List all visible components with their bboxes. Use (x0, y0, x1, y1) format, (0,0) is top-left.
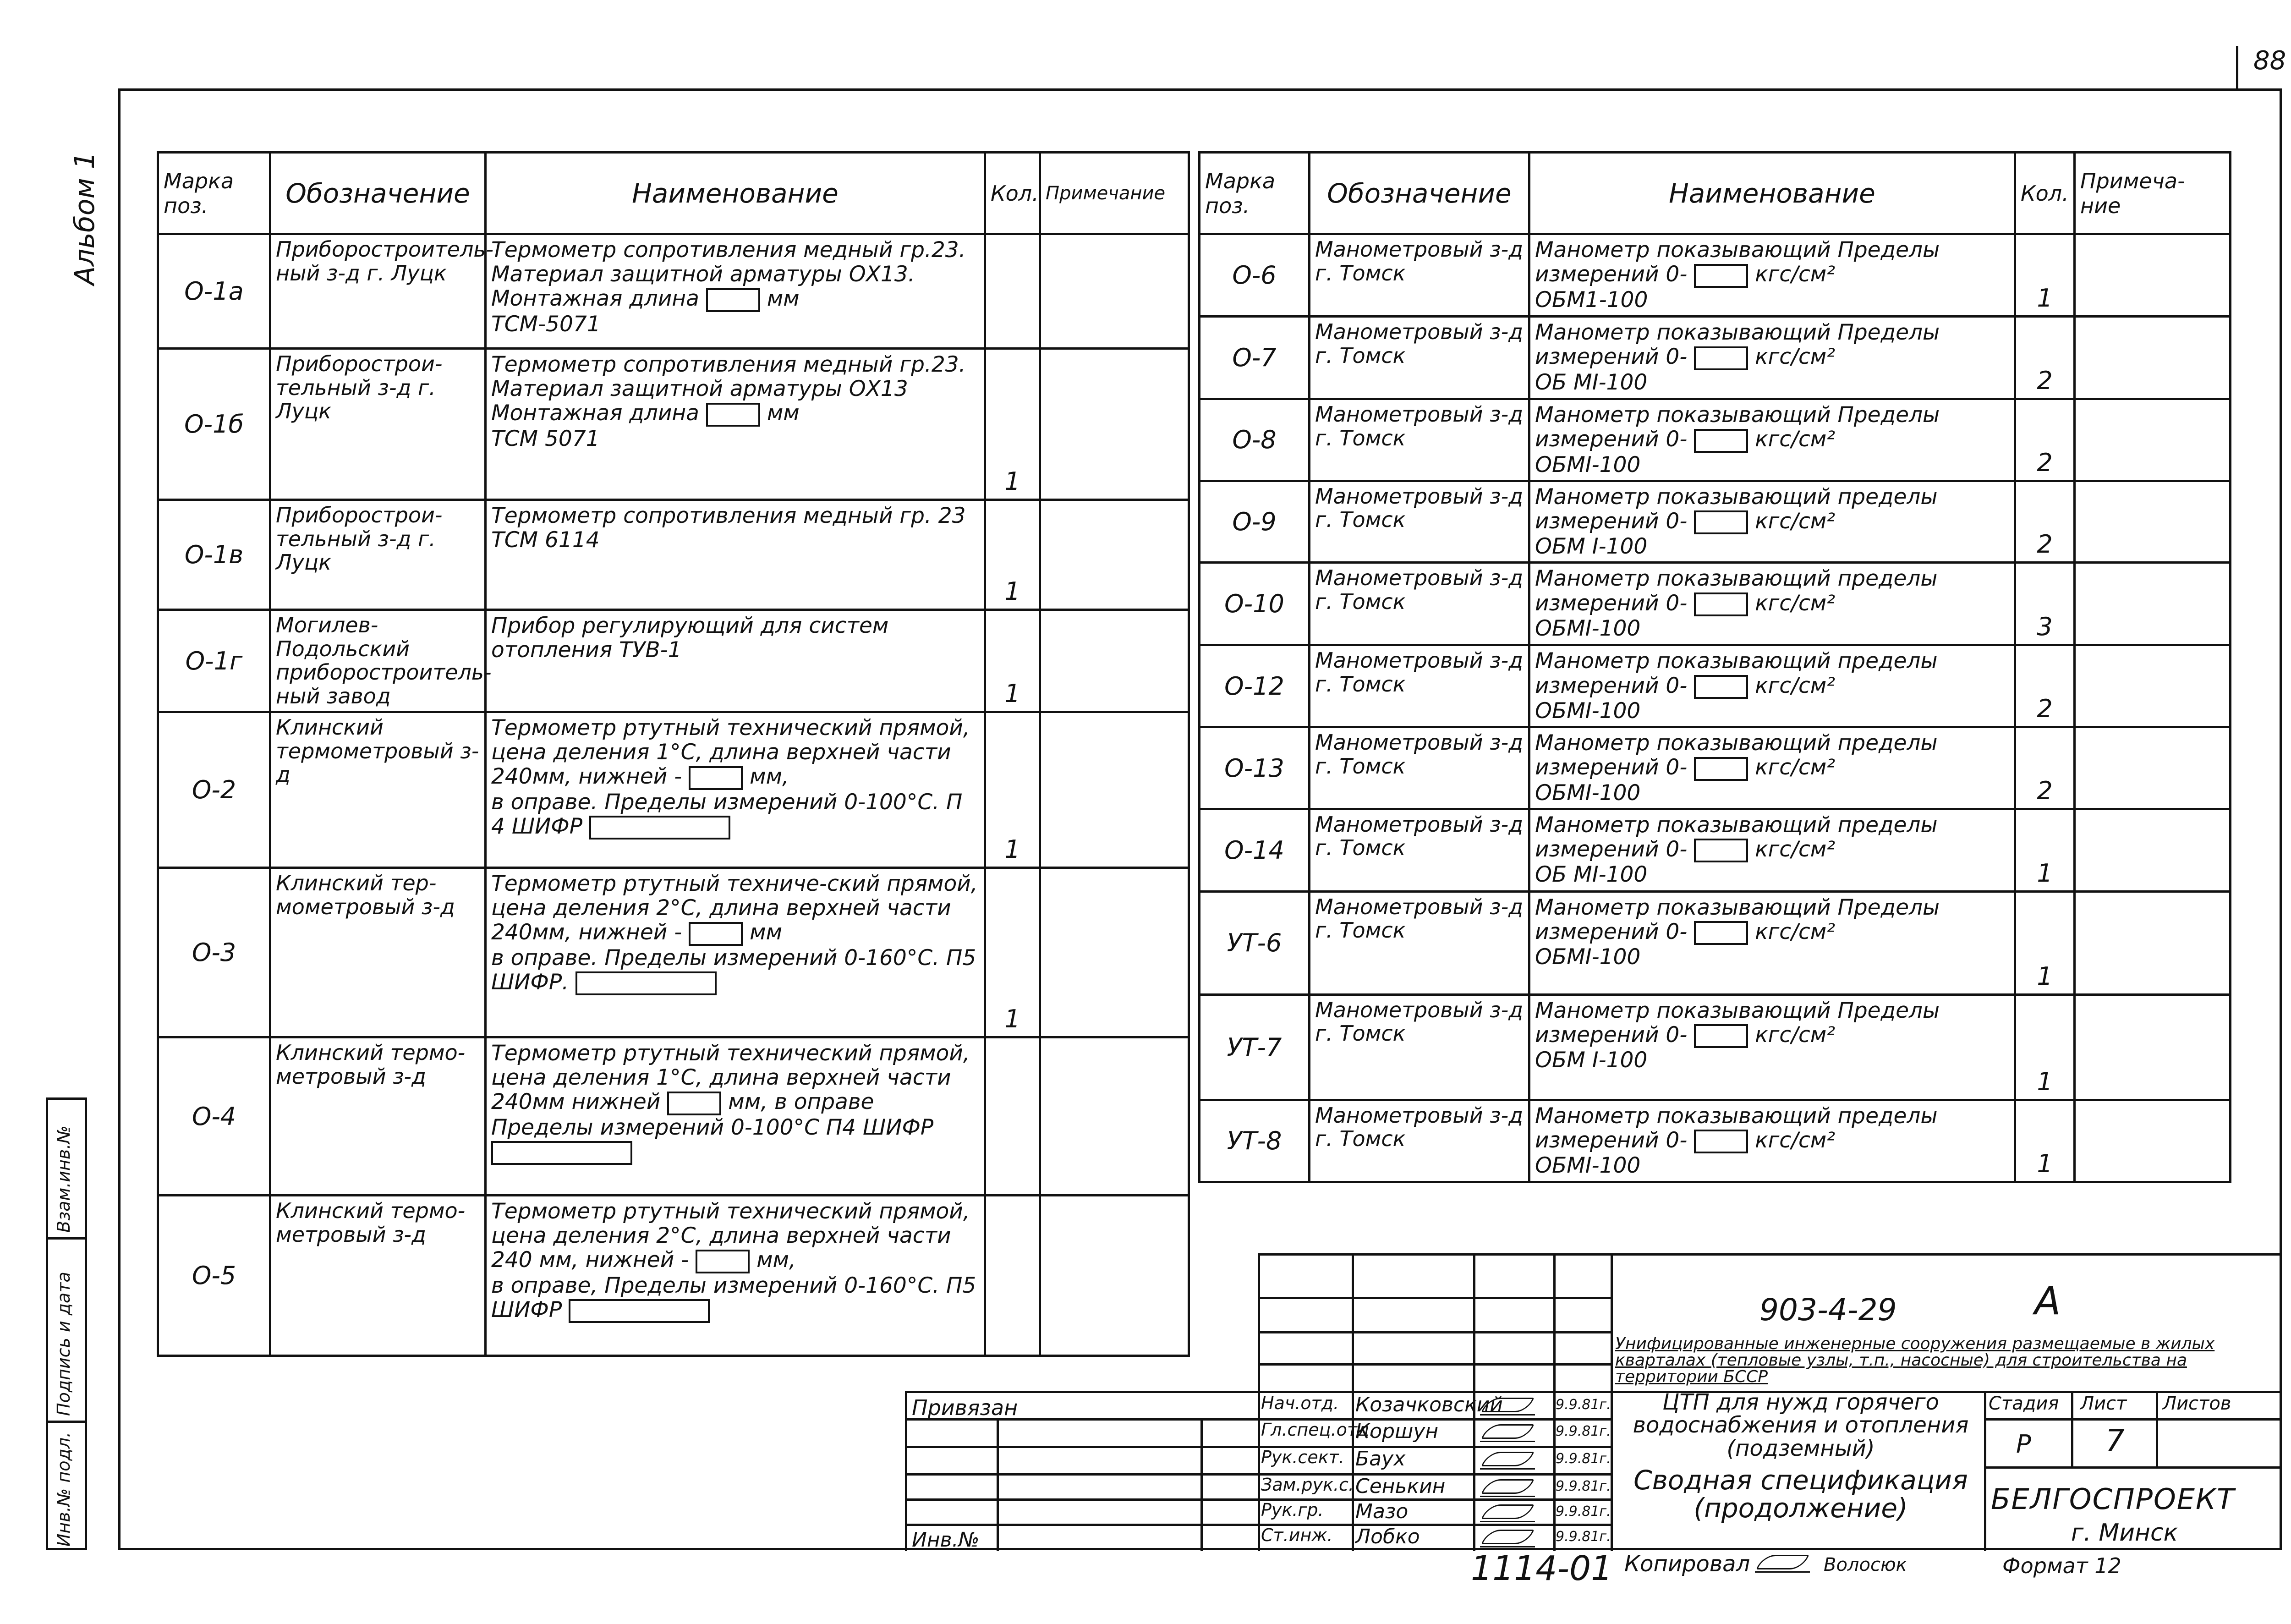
designation-cell: Приборостроитель-ный з-д г. Луцк (270, 234, 486, 349)
designation-cell: Клинский термометровый з-д (270, 712, 486, 868)
qty-cell: 1 (2015, 1100, 2075, 1182)
unit-text: кгс/см² (1755, 344, 1836, 370)
sheet-value: 7 (2105, 1423, 2125, 1458)
name-text: Манометр показывающий Пределы измерений 0- (1535, 998, 1940, 1048)
staff-name: Лобко (1355, 1525, 1420, 1548)
name-text: Термометр ртутный техниче-ский прямой, цена деления 2°С, длина верхней части 240мм, нижней - (491, 871, 978, 945)
name-cell (1529, 891, 2015, 994)
designation-cell: Манометровый з-д г. Томск (1310, 399, 1529, 481)
staff-date: 9.9.81г. (1556, 1451, 1611, 1467)
unit-text: кгс/см² (1755, 673, 1836, 698)
blank-field (575, 971, 717, 995)
name-cell (486, 1196, 985, 1356)
note-cell (1040, 868, 1189, 1037)
stage-label: Стадия (1989, 1393, 2059, 1414)
designation-cell: Могилев-Подольский приборостроитель-ный завод (270, 610, 486, 712)
blank-field (706, 288, 760, 312)
model-text: ОБМI-100 (1535, 944, 1641, 970)
poz-cell: О-1г (158, 610, 270, 712)
name-cell (1529, 481, 2015, 563)
note-cell (2075, 645, 2231, 727)
name-cell (1529, 809, 2015, 891)
name-text: Манометр показывающий пределы измерений 0- (1535, 484, 1938, 534)
qty-cell: 1 (985, 610, 1040, 712)
table-row (1200, 891, 2231, 994)
name-text: Термометр сопротивления медный гр. 23 (491, 503, 966, 528)
note-cell (2075, 234, 2231, 317)
blank-field (1694, 593, 1748, 616)
unit-text: кгс/см² (1755, 262, 1836, 287)
designation-cell: Манометровый з-д г. Томск (1310, 645, 1529, 727)
col-header-name: Наименование (1529, 153, 2015, 234)
note-cell (2075, 1100, 2231, 1182)
poz-cell: О-13 (1200, 727, 1310, 809)
note-cell (1040, 500, 1189, 610)
staff-date: 9.9.81г. (1556, 1503, 1611, 1520)
name-cell (1529, 234, 2015, 317)
designation-cell: Манометровый з-д г. Томск (1310, 891, 1529, 994)
qty-cell: 2 (2015, 727, 2075, 809)
qty-cell: 2 (2015, 399, 2075, 481)
staff-signature (1480, 1501, 1535, 1522)
table-row (158, 868, 1189, 1037)
name-text: Манометр показывающий пределы измерений 0- (1535, 648, 1938, 698)
blank-field (1694, 510, 1748, 534)
staff-signature (1480, 1394, 1535, 1416)
designation-cell: Манометровый з-д г. Томск (1310, 809, 1529, 891)
margin-field-3 (48, 1421, 85, 1549)
staff-role: Рук.сект. (1261, 1447, 1344, 1467)
poz-cell: О-7 (1200, 317, 1310, 399)
note-cell (2075, 563, 2231, 645)
poz-cell: О-9 (1200, 481, 1310, 563)
name-text: Термометр ртутный технический прямой, цена деления 1°С, длина верхней части 240мм, нижней - (491, 715, 970, 790)
designation-cell: Клинский термо-метровый з-д (270, 1037, 486, 1196)
object-title: ЦТП для нужд горячего водоснабжения и отопления (подземный) (1633, 1389, 1969, 1461)
sheet-title: Сводная спецификация (продолжение) (1633, 1465, 1968, 1524)
note-cell (2075, 727, 2231, 809)
designation-cell: Манометровый з-д г. Томск (1310, 317, 1529, 399)
designation-cell: Манометровый з-д г. Томск (1310, 234, 1529, 317)
staff-name: Мазо (1355, 1500, 1409, 1523)
model-text: ОБМI-100 (1535, 452, 1641, 477)
staff-date: 9.9.81г. (1556, 1397, 1611, 1413)
name-cell (1529, 399, 2015, 481)
poz-cell: О-14 (1200, 809, 1310, 891)
designation-cell: Клинский термо-метровый з-д (270, 1196, 486, 1356)
qty-cell: 2 (2015, 317, 2075, 399)
unit-text: кгс/см² (1755, 836, 1836, 862)
left-table-body (158, 234, 1189, 1356)
model-text: ОБ МI-100 (1535, 369, 1648, 395)
unit-text: мм (767, 401, 800, 426)
poz-cell: О-2 (158, 712, 270, 868)
designation-cell: Манометровый з-д г. Томск (1310, 994, 1529, 1100)
name-cell (486, 349, 985, 500)
qty-cell: 1 (2015, 994, 2075, 1100)
page-number-divider (2236, 46, 2238, 88)
table-row (158, 349, 1189, 500)
staff-role: Ст.инж. (1261, 1525, 1333, 1545)
blank-field (1694, 1024, 1748, 1048)
margin-field-1 (48, 1100, 85, 1237)
poz-cell: УТ-6 (1200, 891, 1310, 994)
blank-field (1694, 264, 1748, 288)
unit-text: кгс/см² (1755, 590, 1836, 616)
staff-date: 9.9.81г. (1556, 1478, 1611, 1494)
table-row (1200, 1100, 2231, 1182)
organization-city: г. Минск (2071, 1519, 2178, 1547)
format-label: Формат 12 (2002, 1553, 2121, 1578)
blank-field (1694, 675, 1748, 699)
name-cell (486, 234, 985, 349)
staff-name: Коршун (1355, 1420, 1439, 1443)
model-text: в оправе. Пределы измерений 0-100°С. П 4 ШИФР (491, 789, 963, 839)
margin-field-label: Подпись и дата (54, 1272, 74, 1416)
model-text: в оправе, Пределы измерений 0-160°С. П5 ШИФР (491, 1273, 976, 1322)
qty-cell: 2 (2015, 481, 2075, 563)
name-text: Термометр ртутный технический прямой, цена деления 1°С, длина верхней части 240мм нижней (491, 1041, 970, 1115)
staff-name: Сенькин (1355, 1475, 1446, 1498)
blank-field (1694, 757, 1748, 781)
qty-cell (985, 1196, 1040, 1356)
model-text: ОБМ I-100 (1535, 534, 1648, 560)
col-header-note: Примеча-ние (2075, 153, 2231, 234)
qty-cell: 1 (2015, 234, 2075, 317)
margin-field-label: Взам.инв.№ (54, 1125, 74, 1233)
staff-date: 9.9.81г. (1556, 1423, 1611, 1439)
name-cell (1529, 994, 2015, 1100)
unit-text: мм (767, 286, 800, 312)
name-cell (486, 610, 985, 712)
organization: БЕЛГОСПРОЕКТ (1991, 1482, 2235, 1516)
name-text: Термометр сопротивления медный гр.23. Материал защитной арматуры ОХ13 Монтажная длина (491, 352, 966, 426)
table-header-row (158, 153, 1189, 234)
note-cell (2075, 317, 2231, 399)
name-cell (486, 868, 985, 1037)
right-spec-table (1198, 151, 2231, 1183)
table-row (158, 1037, 1189, 1196)
table-row (158, 610, 1189, 712)
project-title: Унифицированные инженерные сооружения размещаемые в жилых кварталах (тепловые узлы, т.п., насосные) для строительства на территории БССР (1615, 1334, 2215, 1386)
poz-cell: О-6 (1200, 234, 1310, 317)
table-row (1200, 399, 2231, 481)
col-header-qty: Кол. (985, 153, 1040, 234)
qty-cell: 1 (985, 349, 1040, 500)
margin-field-label: Инв.№ подл. (54, 1432, 74, 1547)
unit-text: кгс/см² (1755, 755, 1836, 780)
staff-signature (1480, 1476, 1535, 1497)
name-cell (1529, 563, 2015, 645)
poz-cell: УТ-8 (1200, 1100, 1310, 1182)
col-header-qty: Кол. (2015, 153, 2075, 234)
qty-cell: 1 (985, 868, 1040, 1037)
staff-name: Баух (1355, 1447, 1406, 1470)
model-text: ОБМ1-100 (1535, 287, 1648, 313)
name-text: Манометр показывающий пределы измерений 0- (1535, 730, 1938, 780)
blank-field (491, 1141, 632, 1165)
name-text: Манометр показывающий Пределы измерений 0- (1535, 320, 1940, 370)
staff-name: Козачковский (1355, 1393, 1503, 1416)
model-text: в оправе. Пределы измерений 0-160°С. П5 ШИФР. (491, 945, 976, 995)
model-text: ОБМI-100 (1535, 698, 1641, 724)
model-text: ОБМ I-100 (1535, 1048, 1648, 1073)
note-cell (1040, 712, 1189, 868)
qty-cell: 1 (2015, 809, 2075, 891)
stage-value: Р (2016, 1430, 2031, 1459)
table-row (158, 234, 1189, 349)
blank-field (1694, 921, 1748, 945)
staff-signature (1480, 1448, 1535, 1470)
designation-cell: Клинский тер-мометровый з-д (270, 868, 486, 1037)
name-text: Прибор регулирующий для систем отопления ТУВ-1 (491, 613, 889, 663)
note-cell (1040, 1196, 1189, 1356)
name-text: Манометр показывающий Пределы измерений 0- (1535, 894, 1940, 944)
unit-text: кгс/см² (1755, 1022, 1836, 1048)
staff-role: Нач.отд. (1261, 1393, 1339, 1413)
poz-cell: О-4 (158, 1037, 270, 1196)
name-text: Термометр ртутный технический прямой, цена деления 2°С, длина верхней части 240 мм, нижней - (491, 1199, 970, 1273)
archive-number: 1114-01 (1471, 1549, 1613, 1588)
model-text: ТСМ 6114 (491, 527, 600, 553)
poz-cell: О-8 (1200, 399, 1310, 481)
note-cell (1040, 1037, 1189, 1196)
right-table-body (1200, 234, 2231, 1182)
model-text: ОБМI-100 (1535, 780, 1641, 806)
copied-by: Волосюк (1824, 1554, 1907, 1575)
blank-field (1694, 839, 1748, 862)
note-cell (2075, 891, 2231, 994)
col-header-poz: Марка поз. (1200, 153, 1310, 234)
unit-text: кгс/см² (1755, 1127, 1836, 1153)
note-cell (2075, 809, 2231, 891)
table-header-row (1200, 153, 2231, 234)
page-number: 88 (2253, 46, 2286, 76)
name-cell (486, 500, 985, 610)
model-text: Пределы измерений 0-100°С П4 ШИФР (491, 1114, 934, 1140)
blank-field (689, 922, 743, 946)
doc-letter: А (2034, 1278, 2061, 1323)
col-header-note: Примечание (1040, 153, 1189, 234)
name-cell (1529, 645, 2015, 727)
note-cell (2075, 994, 2231, 1100)
inv-label: Инв.№ (912, 1528, 980, 1552)
name-text: Манометр показывающий Пределы измерений 0- (1535, 402, 1940, 452)
blank-field (589, 816, 730, 839)
model-text: ОБМI-100 (1535, 1153, 1641, 1179)
left-spec-table (157, 151, 1190, 1357)
privyazan-label: Привязан (912, 1395, 1018, 1420)
blank-field (1694, 429, 1748, 453)
note-cell (2075, 399, 2231, 481)
unit-text: мм (750, 920, 783, 945)
staff-signature (1480, 1421, 1535, 1442)
blank-field (689, 766, 743, 790)
album-label: Альбом 1 (69, 152, 101, 285)
poz-cell: О-1б (158, 349, 270, 500)
poz-cell: О-1а (158, 234, 270, 349)
sheets-label: Листов (2163, 1393, 2231, 1414)
blank-field (706, 403, 760, 427)
name-cell (486, 712, 985, 868)
blank-field (696, 1250, 750, 1273)
sheet-label: Лист (2080, 1393, 2127, 1414)
name-cell (486, 1037, 985, 1196)
name-text: Манометр показывающий пределы измерений 0- (1535, 1103, 1938, 1153)
table-row (1200, 563, 2231, 645)
model-text: ОБ МI-100 (1535, 862, 1648, 888)
qty-cell: 1 (985, 500, 1040, 610)
blank-field (1694, 1130, 1748, 1153)
model-text: ОБМI-100 (1535, 616, 1641, 642)
col-header-poz: Марка поз. (158, 153, 270, 234)
poz-cell: О-12 (1200, 645, 1310, 727)
table-row (1200, 481, 2231, 563)
name-text: Манометр показывающий пределы измерений 0- (1535, 566, 1938, 616)
staff-date: 9.9.81г. (1556, 1529, 1611, 1545)
unit-text: мм, (756, 1247, 796, 1273)
blank-field (1694, 346, 1748, 370)
staff-signature (1480, 1526, 1535, 1547)
copied-label: Копировал (1624, 1551, 1750, 1577)
blank-field (667, 1092, 721, 1115)
name-text: Манометр показывающий пределы измерений 0- (1535, 812, 1938, 862)
note-cell (1040, 349, 1189, 500)
col-header-designation: Обозначение (1310, 153, 1529, 234)
designation-cell: Приборострои-тельный з-д г. Луцк (270, 500, 486, 610)
qty-cell: 1 (985, 712, 1040, 868)
note-cell (1040, 610, 1189, 712)
col-header-name: Наименование (486, 153, 985, 234)
name-text: Термометр сопротивления медный гр.23. Материал защитной арматуры ОХ13. Монтажная длина (491, 237, 966, 312)
table-row (1200, 317, 2231, 399)
staff-role: Зам.рук.с. (1261, 1475, 1354, 1495)
poz-cell: О-1в (158, 500, 270, 610)
note-cell (1040, 234, 1189, 349)
poz-cell: О-5 (158, 1196, 270, 1356)
designation-cell: Манометровый з-д г. Томск (1310, 727, 1529, 809)
name-cell (1529, 1100, 2015, 1182)
unit-text: мм, в оправе (728, 1089, 874, 1115)
table-row (1200, 809, 2231, 891)
col-header-designation: Обозначение (270, 153, 486, 234)
qty-cell: 2 (2015, 645, 2075, 727)
unit-text: кгс/см² (1755, 427, 1836, 452)
qty-cell (985, 234, 1040, 349)
qty-cell (985, 1037, 1040, 1196)
staff-role: Рук.гр. (1261, 1500, 1324, 1520)
table-row (158, 712, 1189, 868)
table-row (158, 500, 1189, 610)
note-cell (2075, 481, 2231, 563)
model-text: ТСМ 5071 (491, 426, 600, 451)
table-row (1200, 645, 2231, 727)
poz-cell: УТ-7 (1200, 994, 1310, 1100)
doc-code: 903-4-29 (1759, 1292, 1897, 1328)
qty-cell: 1 (2015, 891, 2075, 994)
margin-fields (46, 1097, 87, 1550)
table-row (1200, 234, 2231, 317)
copier-signature (1755, 1551, 1810, 1573)
table-row (1200, 727, 2231, 809)
unit-text: кгс/см² (1755, 508, 1836, 534)
designation-cell: Манометровый з-д г. Томск (1310, 1100, 1529, 1182)
unit-text: мм, (750, 764, 789, 790)
table-row (158, 1196, 1189, 1356)
poz-cell: О-10 (1200, 563, 1310, 645)
name-cell (1529, 727, 2015, 809)
designation-cell: Манометровый з-д г. Томск (1310, 563, 1529, 645)
blank-field (569, 1299, 710, 1323)
poz-cell: О-3 (158, 868, 270, 1037)
designation-cell: Манометровый з-д г. Томск (1310, 481, 1529, 563)
staff-role: Гл.спец.отд. (1261, 1420, 1375, 1440)
margin-field-2 (48, 1237, 85, 1421)
table-row (1200, 994, 2231, 1100)
unit-text: кгс/см² (1755, 919, 1836, 944)
model-text: ТСМ-5071 (491, 311, 601, 337)
name-text: Манометр показывающий Пределы измерений 0- (1535, 237, 1940, 287)
qty-cell: 3 (2015, 563, 2075, 645)
designation-cell: Приборострои-тельный з-д г. Луцк (270, 349, 486, 500)
name-cell (1529, 317, 2015, 399)
